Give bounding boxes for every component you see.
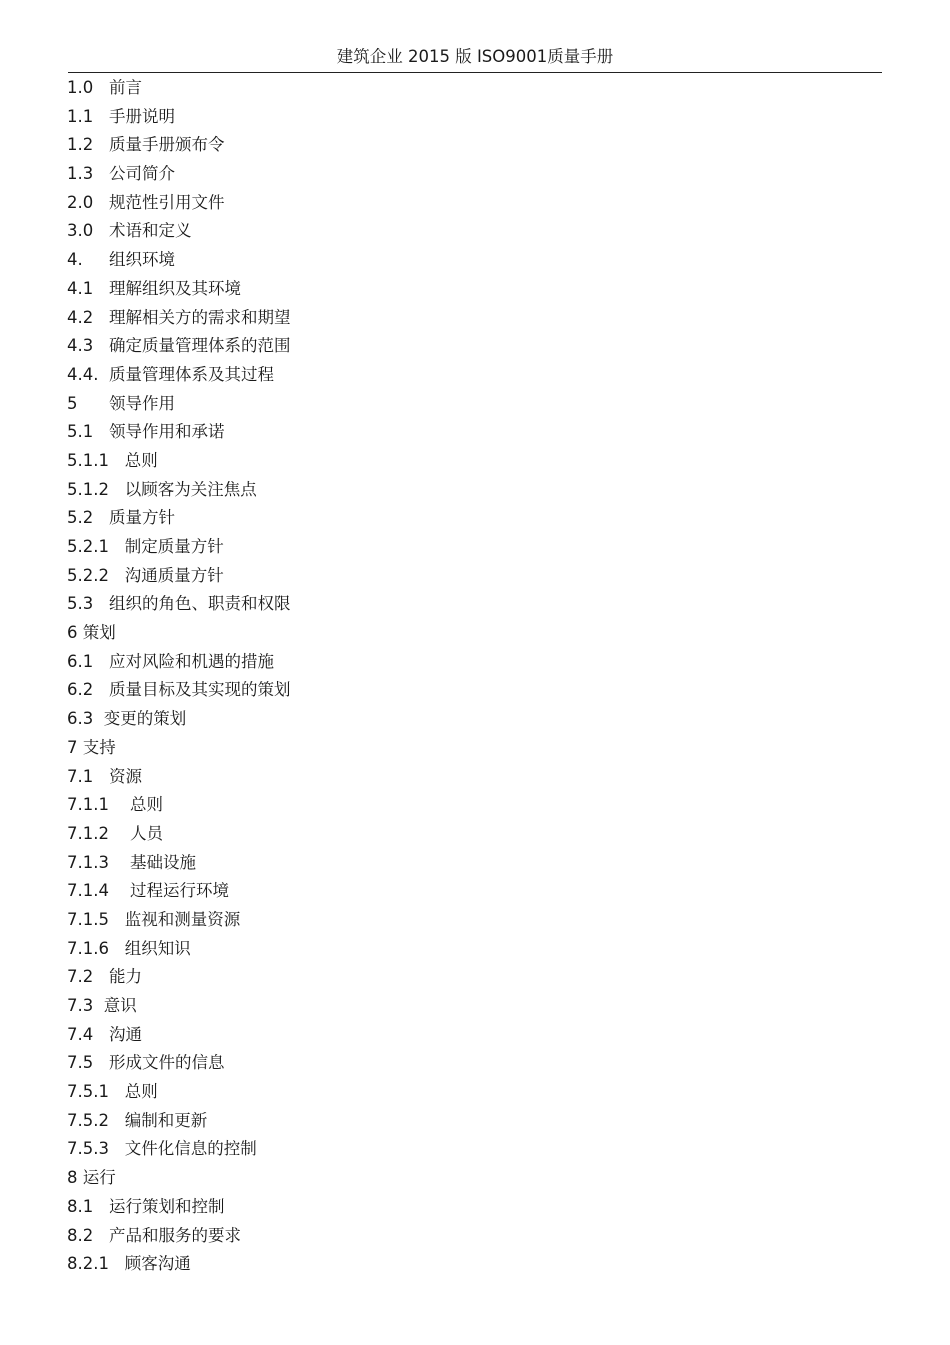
toc-item: 5 领导作用 (67, 393, 175, 413)
toc-item: 6.3 变更的策划 (67, 709, 187, 729)
toc-item: 4.2 理解相关方的需求和期望 (67, 307, 291, 327)
toc-item: 8.1 运行策划和控制 (67, 1196, 225, 1216)
toc-item: 3.0 术语和定义 (67, 221, 192, 241)
toc-item: 7.1.2 人员 (67, 823, 163, 843)
toc-item: 1.1 手册说明 (67, 106, 175, 126)
toc-item: 7.1 资源 (67, 766, 142, 786)
toc-item: 7 支持 (67, 737, 116, 757)
toc-item: 4.4. 质量管理体系及其过程 (67, 364, 274, 384)
toc-item: 7.3 意识 (67, 996, 137, 1015)
toc-item: 5.1 领导作用和承诺 (67, 422, 225, 442)
toc-item: 4.3 确定质量管理体系的范围 (67, 336, 291, 356)
toc-item: 7.4 沟通 (67, 1024, 142, 1044)
document-title: 建筑企业 2015 版 ISO9001质量手册 (336, 47, 614, 66)
toc-item: 7.1.3 基础设施 (67, 852, 196, 872)
toc-item: 6 策划 (67, 623, 116, 643)
toc-item: 1.2 质量手册颁布令 (67, 135, 225, 155)
toc-item: 5.2 质量方针 (67, 508, 175, 528)
toc-item: 4.1 理解组织及其环境 (67, 278, 241, 298)
toc-item: 7.5 形成文件的信息 (67, 1053, 225, 1073)
toc-item: 7.1.1 总则 (67, 795, 163, 815)
toc-item: 5.2.1 制定质量方针 (67, 537, 224, 556)
page-header (68, 44, 882, 73)
toc-item: 6.1 应对风险和机遇的措施 (67, 651, 274, 671)
toc-item: 5.1.2 以顾客为关注焦点 (67, 479, 257, 499)
toc-item: 6.2 质量目标及其实现的策划 (67, 680, 291, 700)
toc-item: 5.2.2 沟通质量方针 (67, 565, 224, 585)
toc-item: 5.1.1 总则 (67, 450, 158, 470)
toc-item: 1.3 公司简介 (67, 164, 175, 184)
toc-item: 7.1.6 组织知识 (67, 938, 191, 958)
toc-item: 7.5.2 编制和更新 (67, 1110, 208, 1130)
toc-item: 7.5.3 文件化信息的控制 (67, 1139, 257, 1159)
table-of-contents (67, 74, 767, 1279)
toc-item: 7.5.1 总则 (67, 1082, 158, 1102)
toc-item: 7.1.4 过程运行环境 (67, 881, 229, 901)
toc-item: 4. 组织环境 (67, 250, 175, 270)
toc-item: 8.2 产品和服务的要求 (67, 1225, 241, 1245)
toc-item: 8.2.1 顾客沟通 (67, 1254, 191, 1274)
toc-item: 5.3 组织的角色、职责和权限 (67, 594, 291, 614)
toc-item: 8 运行 (67, 1168, 116, 1188)
toc-item: 1.0 前言 (67, 78, 142, 97)
toc-item: 2.0 规范性引用文件 (67, 192, 225, 212)
toc-item: 7.2 能力 (67, 967, 142, 987)
toc-item: 7.1.5 监视和测量资源 (67, 909, 241, 929)
